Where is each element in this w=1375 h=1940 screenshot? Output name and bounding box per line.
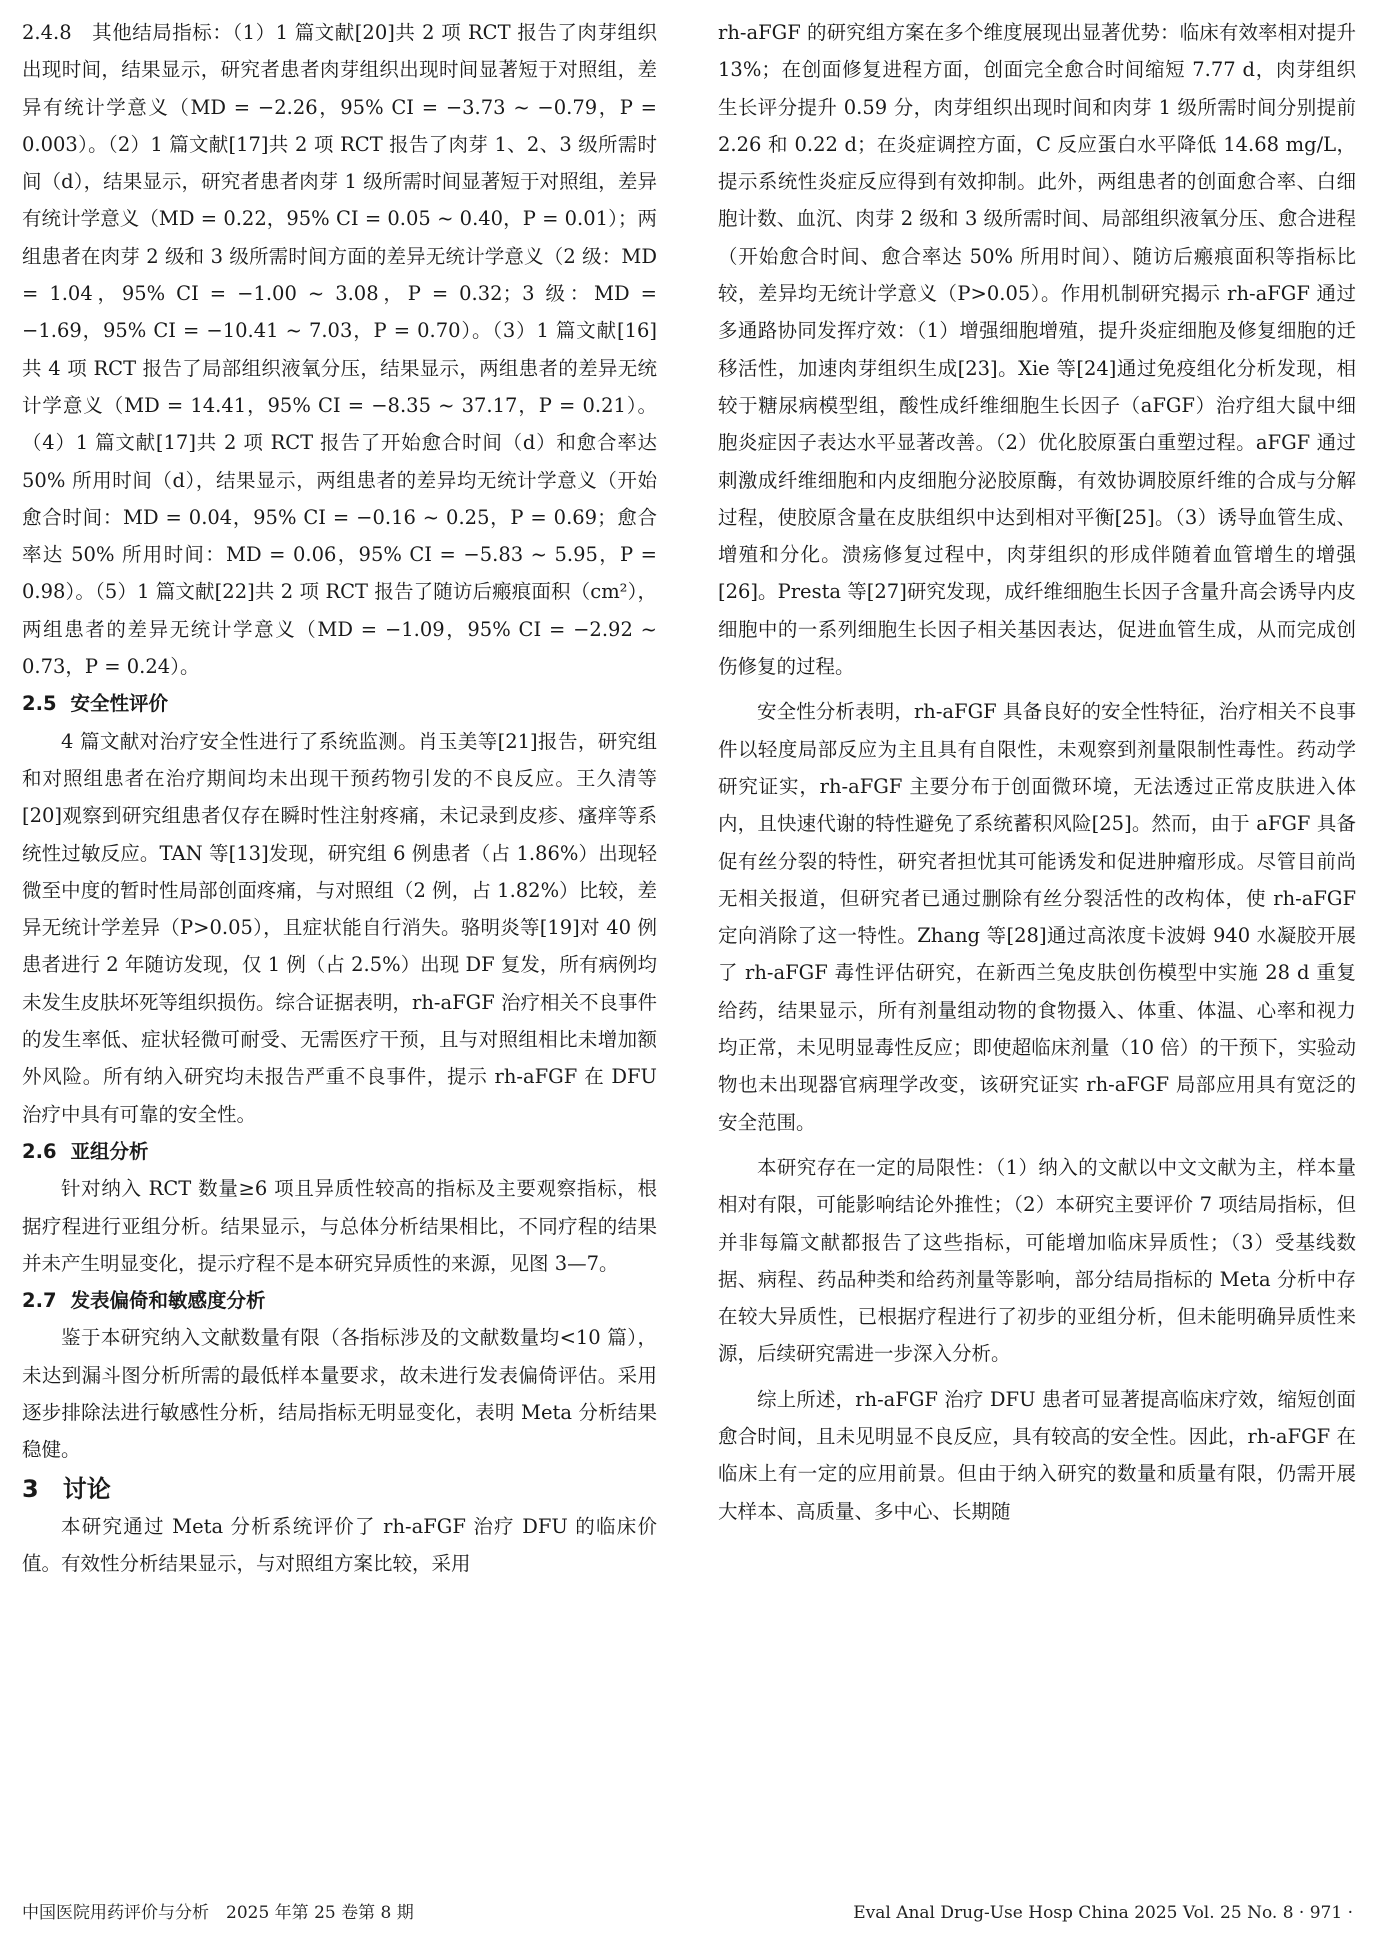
section-title: 安全性评价 (70, 692, 169, 716)
discussion-paragraph-4: 综上所述，rh-aFGF 治疗 DFU 患者可显著提高临床疗效，缩短创面愈合时间，且未见明显不良反应，具有较高的安全性。因此，rh-aFGF 在临床上有一定的应用前景。但由于纳入研究的数量和质量有限，仍需开展大样本、高质量、多中心、长期随 (718, 1387, 1356, 1523)
section-number: 2.6 (22, 1139, 57, 1163)
section-number: 2.7 (22, 1289, 57, 1313)
section-2-6-heading (22, 1133, 657, 1170)
left-column (22, 14, 657, 1582)
section-title: 发表偏倚和敏感度分析 (70, 1289, 266, 1313)
section-2-5-paragraph: 4 篇文献对治疗安全性进行了系统监测。肖玉美等[21]报告，研究组和对照组患者在治疗期间均未出现干预药物引发的不良反应。王久清等[20]观察到研究组患者仅存在瞬时性注射疼痛，未记录到皮疹、瘙痒等系统性过敏反应。TAN 等[13]发现，研究组 6 例患者（占 1.86%）出现轻微至中度的暂时性局部创面疼痛，与对照组（2 例，占 1.82%）比较，差异无统计学差异（P>0.05），且症状能自行消失。骆明炎等[19]对 40 例患者进行 2 年随访发现，仅 1 例（占 2.5%）出现 DF 复发，所有病例均未发生皮肤坏死等组织损伤。综合证据表明，rh-aFGF 治疗相关不良事件的发生率低、症状轻微可耐受、无需医疗干预，且与对照组相比未增加额外风险。所有纳入研究均未报告严重不良事件，提示 rh-aFGF 在 DFU 治疗中具有可靠的安全性。 (22, 729, 657, 1126)
section-3-heading (22, 1471, 657, 1508)
discussion-paragraph-2: 安全性分析表明，rh-aFGF 具备良好的安全性特征，治疗相关不良事件以轻度局部反应为主且具有自限性，未观察到剂量限制性毒性。药动学研究证实，rh-aFGF 主要分布于创面微环境，无法透过正常皮肤进入体内，且快速代谢的特性避免了系统蓄积风险[25]。然而，由于 aFGF 具备促有丝分裂的特性，研究者担忧其可能诱发和促进肿瘤形成。尽管目前尚无相关报道，但研究者已通过删除有丝分裂活性的改构体，使 rh-aFGF 定向消除了这一特性。Zhang 等[28]通过高浓度卡波姆 940 水凝胶开展了 rh-aFGF 毒性评估研究，在新西兰兔皮肤创伤模型中实施 28 d 重复给药，结果显示，所有剂量组动物的食物摄入、体重、体温、心率和视力均正常，未见明显毒性反应；即使超临床剂量（10 倍）的干预下，实验动物也未出现器官病理学改变，该研究证实 rh-aFGF 局部应用具有宽泛的安全范围。 (718, 700, 1356, 1134)
footer-journal-en: Eval Anal Drug-Use Hosp China 2025 Vol. 25 No. 8 · 971 · (853, 1903, 1353, 1923)
section-title: 讨论 (62, 1474, 111, 1503)
section-number: 3 (22, 1474, 39, 1503)
footer-journal-cn: 中国医院用药评价与分析 2025 年第 25 卷第 8 期 (22, 1903, 414, 1923)
discussion-paragraph-1: rh-aFGF 的研究组方案在多个维度展现出显著优势：临床有效率相对提升 13%；在创面修复进程方面，创面完全愈合时间缩短 7.77 d，肉芽组织生长评分提升 0.59 分，肉芽组织出现时间和肉芽 1 级所需时间分别提前 2.26 和 0.22 d；在炎症调控方面，C 反应蛋白水平降低 14.68 mg/L，提示系统性炎症反应得到有效抑制。此外，两组患者的创面愈合率、白细胞计数、血沉、肉芽 2 级和 3 级所需时间、局部组织液氧分压、愈合进程（开始愈合时间、愈合率达 50% 所用时间）、随访后瘢痕面积等指标比较，差异均无统计学意义（P>0.05）。作用机制研究揭示 rh-aFGF 通过多通路协同发挥疗效：（1）增强细胞增殖，提升炎症细胞及修复细胞的迁移活性，加速肉芽组织生成[23]。Xie 等[24]通过免疫组化分析发现，相较于糖尿病模型组，酸性成纤维细胞生长因子（aFGF）治疗组大鼠中细胞炎症因子表达水平显著改善。（2）优化胶原蛋白重塑过程。aFGF 通过刺激成纤维细胞和内皮细胞分泌胶原酶，有效协调胶原纤维的合成与分解过程，使胶原含量在皮肤组织中达到相对平衡[25]。（3）诱导血管生成、增殖和分化。溃疡修复过程中，肉芽组织的形成伴随着血管增生的增强[26]。Presta 等[27]研究发现，成纤维细胞生长因子含量升高会诱导内皮细胞中的一系列细胞生长因子相关基因表达，促进血管生成，从而完成创伤修复的过程。 (718, 21, 1356, 679)
section-title: 亚组分析 (70, 1139, 149, 1163)
section-2-7-heading (22, 1282, 657, 1319)
section-3-paragraph: 本研究通过 Meta 分析系统评价了 rh-aFGF 治疗 DFU 的临床价值。有效性分析结果显示，与对照组方案比较，采用 (22, 1514, 657, 1576)
section-2-7-paragraph: 鉴于本研究纳入文献数量有限（各指标涉及的文献数量均<10 篇），未达到漏斗图分析所需的最低样本量要求，故未进行发表偏倚评估。采用逐步排除法进行敏感性分析，结局指标无明显变化，表明 Meta 分析结果稳健。 (22, 1326, 657, 1462)
discussion-paragraph-3: 本研究存在一定的局限性：（1）纳入的文献以中文文献为主，样本量相对有限，可能影响结论外推性；（2）本研究主要评价 7 项结局指标，但并非每篇文献都报告了这些指标，可能增加临床异质性；（3）受基线数据、病程、药品种类和给药剂量等影响，部分结局指标的 Meta 分析中存在较大异质性，已根据疗程进行了初步的亚组分析，但未能明确异质性来源，后续研究需进一步深入分析。 (718, 1155, 1356, 1366)
section-2-4-8-paragraph: 2.4.8 其他结局指标：（1）1 篇文献[20]共 2 项 RCT 报告了肉芽组织出现时间，结果显示，研究者患者肉芽组织出现时间显著短于对照组，差异有统计学意义（MD = −2.26，95% CI = −3.73 ~ −0.79，P = 0.003）。（2）1 篇文献[17]共 2 项 RCT 报告了肉芽 1、2、3 级所需时间（d），结果显示，研究者患者肉芽 1 级所需时间显著短于对照组，差异有统计学意义（MD = 0.22，95% CI = 0.05 ~ 0.40，P = 0.01）；两组患者在肉芽 2 级和 3 级所需时间方面的差异无统计学意义（2 级：MD = 1.04，95% CI = −1.00 ~ 3.08，P = 0.32；3 级：MD = −1.69，95% CI = −10.41 ~ 7.03，P = 0.70）。（3）1 篇文献[16]共 4 项 RCT 报告了局部组织液氧分压，结果显示，两组患者的差异无统计学意义（MD = 14.41，95% CI = −8.35 ~ 37.17，P = 0.21）。（4）1 篇文献[17]共 2 项 RCT 报告了开始愈合时间（d）和愈合率达 50% 所用时间（d），结果显示，两组患者的差异均无统计学意义（开始愈合时间：MD = 0.04，95% CI = −0.16 ~ 0.25，P = 0.69；愈合率达 50% 所用时间：MD = 0.06，95% CI = −5.83 ~ 5.95，P = 0.98）。（5）1 篇文献[22]共 2 项 RCT 报告了随访后瘢痕面积（cm²），两组患者的差异无统计学意义（MD = −1.09，95% CI = −2.92 ~ 0.73，P = 0.24）。 (22, 21, 657, 679)
section-2-5-heading (22, 685, 657, 722)
section-number: 2.5 (22, 692, 57, 716)
right-column (718, 14, 1356, 1530)
section-2-6-paragraph: 针对纳入 RCT 数量≥6 项且异质性较高的指标及主要观察指标，根据疗程进行亚组分析。结果显示，与总体分析结果相比，不同疗程的结果并未产生明显变化，提示疗程不是本研究异质性的来源，见图 3—7。 (22, 1177, 657, 1275)
